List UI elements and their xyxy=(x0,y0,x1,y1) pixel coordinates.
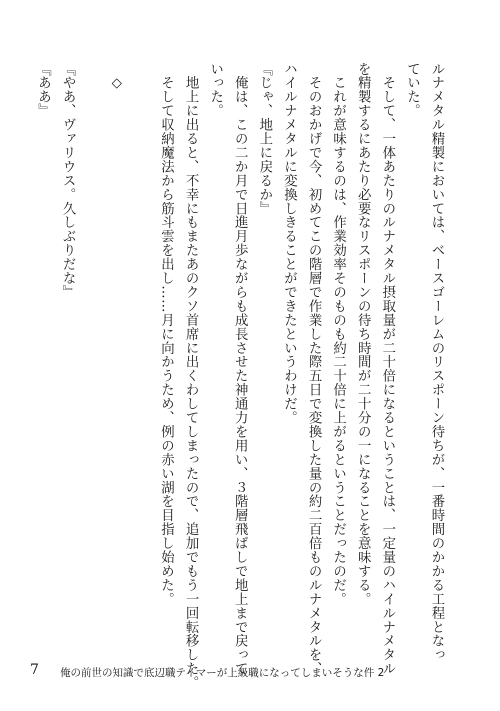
text-line: これが意味するのは、作業効率そのものも約二十倍に上がるということだったのだ。 xyxy=(330,62,346,607)
blank-line xyxy=(79,62,104,614)
page-footer xyxy=(0,662,500,682)
blank-line xyxy=(128,62,153,614)
dialogue-line: 『ああ』 xyxy=(35,62,51,118)
text-line: ていた。 xyxy=(404,62,420,118)
running-title: 俺の前世の知識で底辺職テイマーが上級職になってしまいそうな件 2 xyxy=(60,667,385,679)
text-line: を精製するにあたり必要なリスポーンの待ち時間が二十分の一になることを意味する。 xyxy=(355,62,371,607)
dialogue-line: 『やあ、ヴァリウス。久しぶりだな』 xyxy=(60,62,76,300)
text-line: そして、一体あたりのルナメタル摂取量が二十倍になるということは、一定量のハイルナメタル xyxy=(379,62,395,676)
dialogue-line: 『じゃ、地上に戻るか』 xyxy=(256,62,272,216)
text-line: そして収納魔法から筋斗雲を出し……月に向かうため、例の赤い湖を目指し始めた。 xyxy=(158,62,174,607)
text-line: いった。 xyxy=(207,62,223,118)
text-line: 俺は、この二か月で日進月歩ながらも成長させた神通力を用い、３階層飛ばしで地上まで戻って xyxy=(232,62,248,676)
page-number: 7 xyxy=(30,662,39,678)
text-line: ハイルナメタルに変換しきることができたというわけだ。 xyxy=(281,62,297,425)
section-break: ◇ xyxy=(109,62,125,92)
text-line: ルナメタル精製においては、ベースゴーレムのリスポーン待ちが、一番時間のかかる工程となっ xyxy=(429,62,444,662)
text-line: そのおかげで今、初めてこの階層で作業した際五日で変換した量の約二百倍ものルナメタルを、 xyxy=(306,62,322,676)
text-line: 地上に出ると、不幸にもまたあのクソ首席に出くわしてしまったので、追加でもう一回転移した。 xyxy=(183,62,199,690)
